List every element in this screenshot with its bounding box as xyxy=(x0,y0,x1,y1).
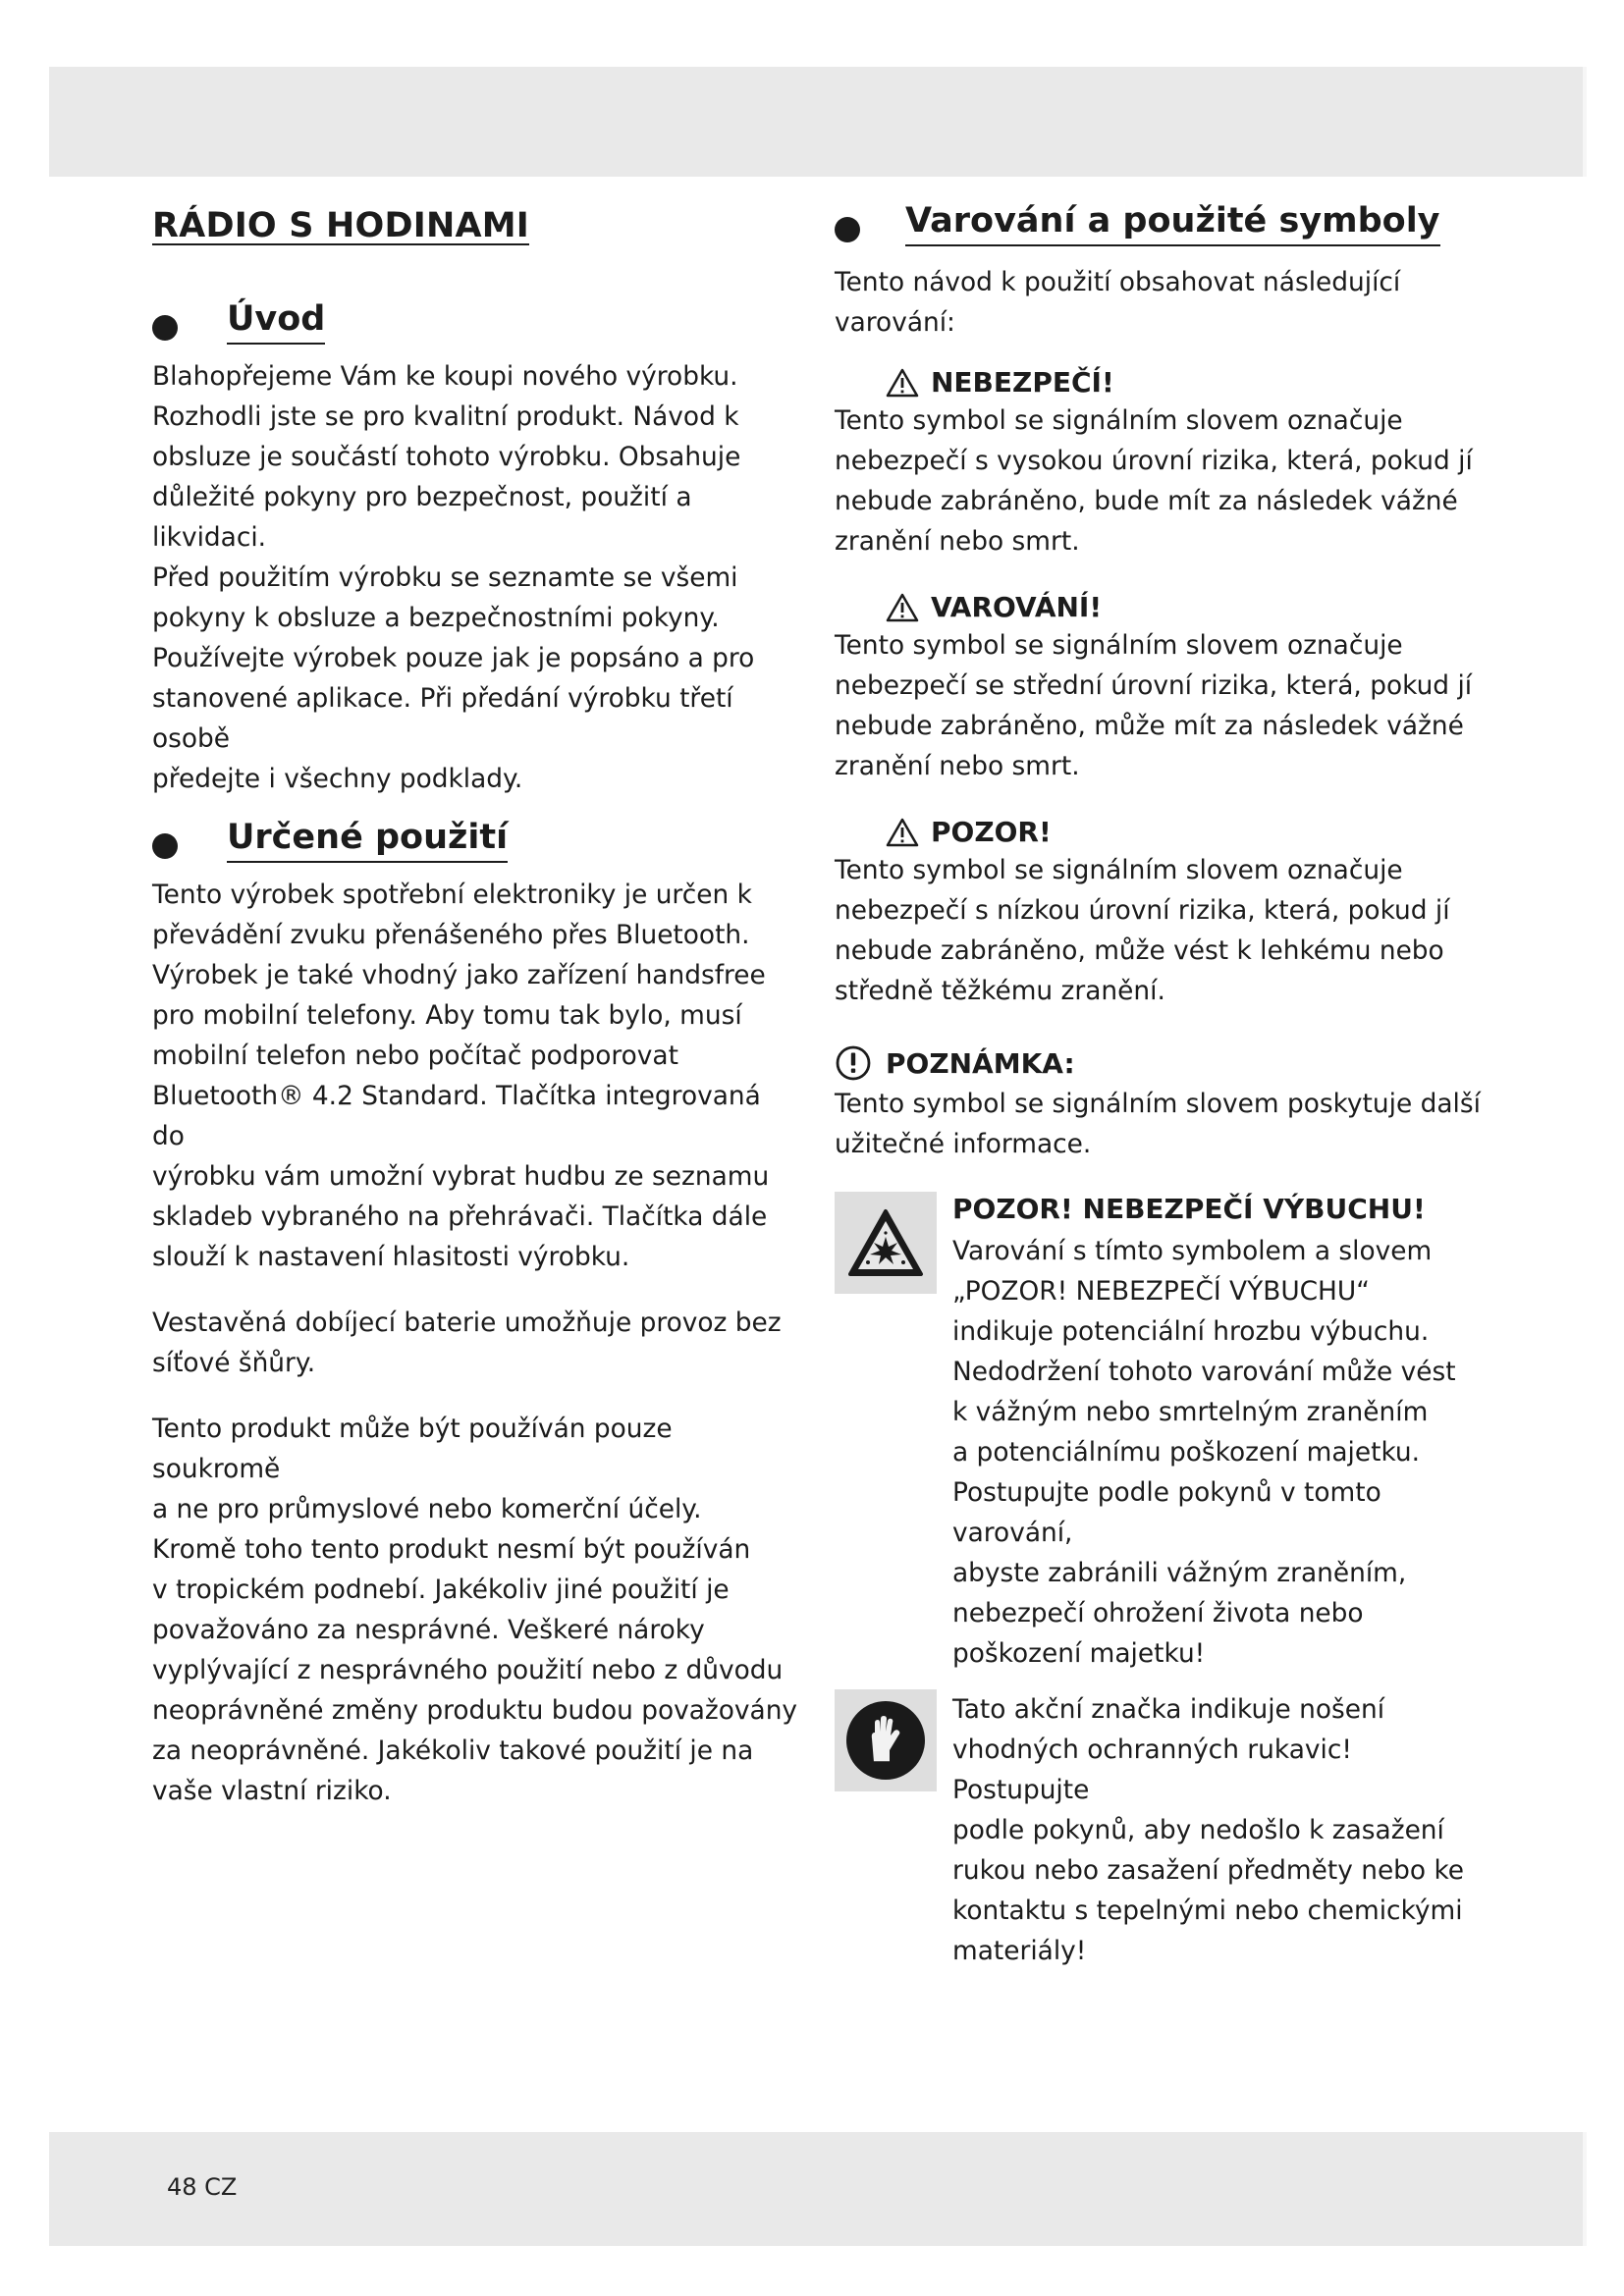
warning-triangle-icon xyxy=(886,593,919,622)
bullet-icon xyxy=(152,833,178,859)
header-band xyxy=(49,67,1587,177)
note-text: Tento symbol se signálním slovem poskytuje další užitečné informace. xyxy=(835,1089,1481,1159)
warning-warning-heading: VAROVÁNÍ! xyxy=(886,591,1492,623)
warning-triangle-icon xyxy=(886,818,919,847)
footer-band xyxy=(49,2132,1587,2246)
explosion-warning-block xyxy=(835,1192,1492,1674)
exclamation-circle-icon xyxy=(835,1044,872,1082)
section-heading-varovani: Varování a použité symboly xyxy=(835,204,1492,246)
intended-use-paragraph: Tento výrobek spotřební elektroniky je určen k převádění zvuku přenášeného přes Bluetooth. Výrobek je také vhodný jako zařízení handsfree pro mobilní telefony. Aby tomu tak bylo, musí mobilní telefon nebo počítač podporovat Bluetooth® 4.2 Standard. Tlačítka integrovaná do výrobku vám umožní vybrat hudbu ze seznamu skladeb vybraného na přehrávači. Tlačítka dále slouží k nastavení hlasitosti výrobku. xyxy=(152,880,770,1272)
warning-caution-text: Tento symbol se signálním slovem označuje nebezpečí s nízkou úrovní rizika, která, pokud jí nebude zabráněno, může vést k lehkému nebo středně těžkému zranění. xyxy=(835,855,1450,1006)
warning-warning-text: Tento symbol se signálním slovem označuje nebezpečí se střední úrovní rizika, která, pokud jí nebude zabráněno, může mít za následek vážné zranění nebo smrt. xyxy=(835,630,1473,781)
gloves-symbol-box xyxy=(835,1689,937,1791)
intro-paragraph: Blahopřejeme Vám ke koupi nového výrobku. Rozhodli jste se pro kvalitní produkt. Návod k obsluze je součástí tohoto výrobku. Obsahuje důležité pokyny pro bezpečnost, použití a likvidaci. Před použitím výrobku se seznamte se všemi pokyny k obsluze a bezpečnostními pokyny. Používejte výrobek pouze jak je popsáno a pro stanovené aplikace. Při předání výrobku třetí osobě předejte i všechny podklady. xyxy=(152,361,755,794)
page-number: 48 CZ xyxy=(167,2173,238,2201)
warning-caution-heading: POZOR! xyxy=(886,816,1492,848)
explosion-icon xyxy=(846,1207,925,1278)
explosion-text: Varování s tímto symbolem a slovem „POZOR! NEBEZPEČÍ VÝBUCHU“ indikuje potenciální hrozbu výbuchu. Nedodržení tohoto varování může vést k vážným nebo smrtelným zraněním a potenciálnímu poškození majetku. Postupujte podle pokynů v tomto varování, abyste zabránili vážným zraněním, nebezpečí ohrožení života nebo poškození majetku! xyxy=(952,1236,1456,1669)
warnings-intro: Tento návod k použití obsahovat následující varování: xyxy=(835,267,1401,338)
page-title: RÁDIO S HODINAMI xyxy=(152,206,529,245)
warning-triangle-icon xyxy=(886,368,919,398)
battery-paragraph: Vestavěná dobíjecí baterie umožňuje provoz bez síťové šňůry. xyxy=(152,1308,782,1378)
explosion-heading: POZOR! NEBEZPEČÍ VÝBUCHU! xyxy=(952,1193,1426,1225)
left-column xyxy=(152,206,800,1811)
bullet-icon xyxy=(835,217,860,242)
gloves-icon xyxy=(844,1699,927,1782)
warning-danger-text: Tento symbol se signálním slovem označuje nebezpečí s vysokou úrovní rizika, která, pokud jí nebude zabráněno, bude mít za následek vážné zranění nebo smrt. xyxy=(835,405,1473,557)
warning-danger-heading: NEBEZPEČÍ! xyxy=(886,366,1492,399)
section-heading-urcene-pouziti: Určené použití xyxy=(152,821,800,863)
section-heading-uvod: Úvod xyxy=(152,302,800,345)
gloves-block xyxy=(835,1689,1492,1971)
bullet-icon xyxy=(152,315,178,341)
note-heading: POZNÁMKA: xyxy=(835,1044,1492,1082)
explosion-symbol-box xyxy=(835,1192,937,1294)
private-use-paragraph: Tento produkt může být používán pouze soukromě a ne pro průmyslové nebo komerční účely. Kromě toho tento produkt nesmí být používán v tropickém podnebí. Jakékoliv jiné použití je považováno za nesprávné. Veškeré nároky vyplývající z nesprávného použití nebo z důvodu neoprávněné změny produktu budou považovány za neoprávněné. Jakékoliv takové použití je na vaše vlastní riziko. xyxy=(152,1414,798,1806)
gloves-text: Tato akční značka indikuje nošení vhodných ochranných rukavic! Postupujte podle pokynů, aby nedošlo k zasažení rukou nebo zasažení předměty nebo ke kontaktu s tepelnými nebo chemickými materiály! xyxy=(952,1694,1465,1966)
right-column xyxy=(835,201,1492,1971)
